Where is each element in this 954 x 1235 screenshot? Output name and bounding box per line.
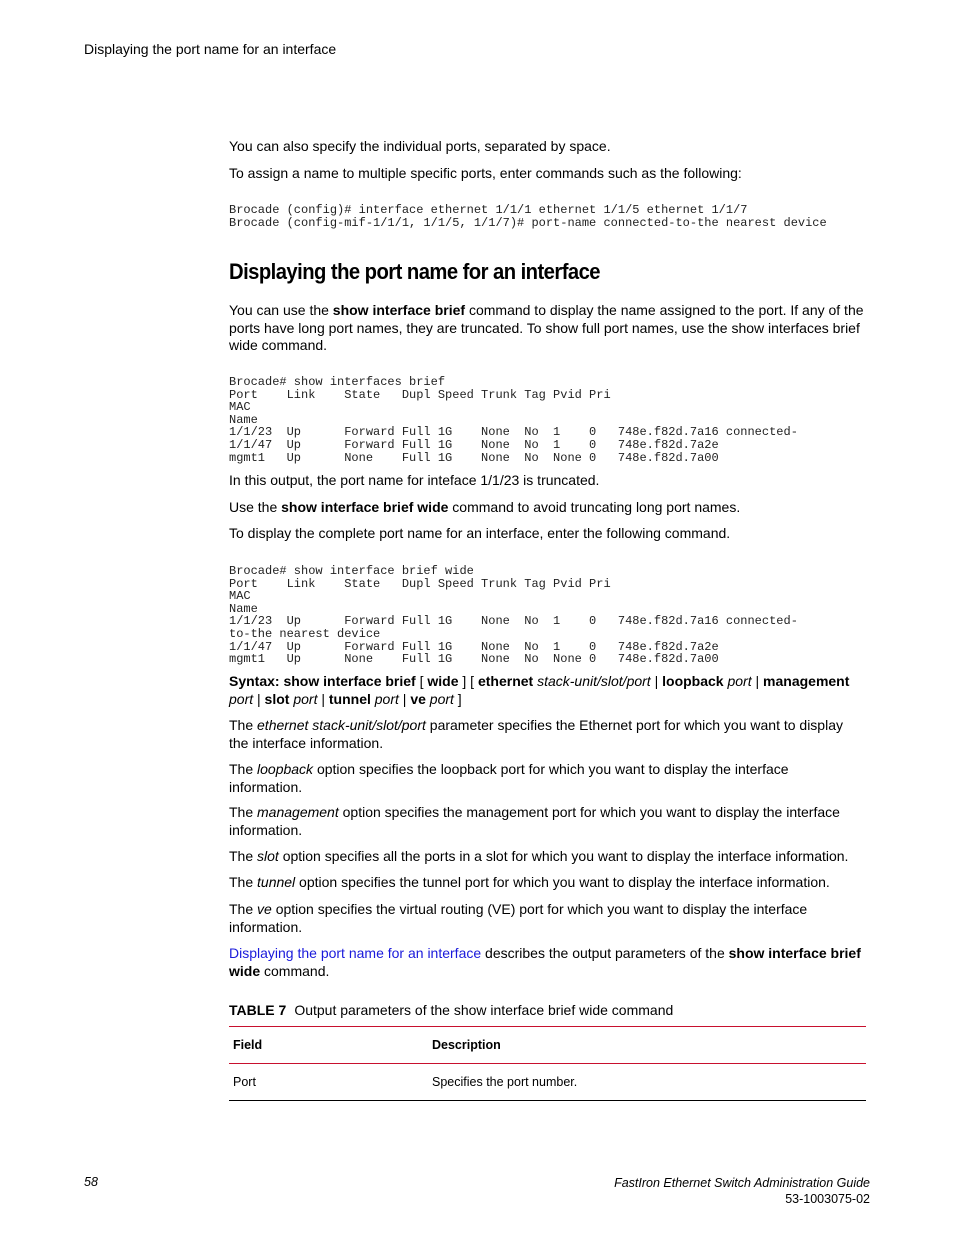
keyword: wide xyxy=(427,673,459,689)
code-block-interfaces-brief: Brocade# show interfaces brief Port Link State Dupl Speed Trunk Tag Pvid Pri MAC Name 1/1/23 Up Forward Full 1G None No 1 0 748e.f82d.7a16 connected- 1/1/47 Up Forward Full 1G None No 1 0 748e.f82d.7a2e mgmt1 Up None Full 1G None No None 0 748e.f82d.7a00 xyxy=(229,375,798,465)
section-paragraph-4: To display the complete port name for an interface, enter the following command. xyxy=(229,525,731,541)
variable: port xyxy=(293,690,318,707)
intro-paragraph-2: To assign a name to multiple specific ports, enter commands such as the following: xyxy=(229,165,742,181)
running-head: Displaying the port name for an interface xyxy=(84,41,337,57)
syntax-label: Syntax: show interface brief xyxy=(229,673,416,689)
param-management xyxy=(229,804,865,839)
text-run: The xyxy=(229,901,258,917)
intro-paragraph-1: You can also specify the individual ports, separated by space. xyxy=(229,138,611,154)
param-slot xyxy=(229,848,865,866)
column-header-description: Description xyxy=(432,1038,501,1052)
table-number: TABLE 7 xyxy=(229,1002,287,1018)
param-term: loopback xyxy=(257,761,314,777)
section-paragraph-1 xyxy=(229,302,865,355)
text-run: The xyxy=(229,874,258,890)
keyword: tunnel xyxy=(328,690,371,707)
text-run: The xyxy=(229,717,258,733)
footer-doc-info xyxy=(614,1175,870,1207)
text-run: ] [ xyxy=(458,673,478,689)
param-term: management xyxy=(257,804,339,820)
keyword: loopback xyxy=(662,673,724,689)
text-run: option specifies the virtual routing (VE) port for which you want to display the interface information. xyxy=(229,901,808,935)
command-name: show interface brief wide xyxy=(229,945,861,979)
footer-doc-title: FastIron Ethernet Switch Administration Guide xyxy=(614,1176,870,1190)
table-cell-field: Port xyxy=(233,1075,256,1089)
param-term: ethernet stack-unit/slot/port xyxy=(257,717,426,733)
text-run: ] xyxy=(453,690,462,707)
table-cell-description: Specifies the port number. xyxy=(432,1075,578,1089)
text-run: option specifies the tunnel port for which you want to display the interface information. xyxy=(295,874,830,890)
variable: port xyxy=(374,690,399,707)
text-run: The xyxy=(229,848,258,864)
keyword: ethernet xyxy=(477,673,534,689)
text-run: | xyxy=(650,673,663,689)
text-run: option specifies all the ports in a slot for which you want to display the interface information. xyxy=(278,848,849,864)
keyword: management xyxy=(763,673,850,689)
footer-doc-number: 53-1003075-02 xyxy=(785,1192,870,1206)
variable: port xyxy=(429,690,454,707)
text-run: [ xyxy=(415,673,428,689)
syntax-line xyxy=(229,673,865,708)
text-run: You can use the xyxy=(229,302,333,318)
column-header-field: Field xyxy=(233,1038,263,1052)
text-run: | xyxy=(317,690,329,707)
text-run: | xyxy=(253,690,265,707)
table-header-row xyxy=(229,1027,866,1064)
keyword: ve xyxy=(410,690,426,707)
text-run: command to avoid truncating long port names. xyxy=(448,499,741,515)
code-block-interface-brief-wide: Brocade# show interface brief wide Port Link State Dupl Speed Trunk Tag Pvid Pri MAC Name 1/1/23 Up Forward Full 1G None No 1 0 748e.f82d.7a16 connected- to-the nearest device 1/1/47 Up Forward Full 1G None No 1 0 748e.f82d.7a2e mgmt1 Up None Full 1G None No None 0 748e.f82d.7a00 xyxy=(229,564,798,667)
intro-code-block: Brocade (config)# interface ethernet 1/1/1 ethernet 1/1/5 ethernet 1/1/7 Brocade (config-mif-1/1/1, 1/1/5, 1/1/7)# port-name connected-to-the nearest device xyxy=(229,203,827,230)
param-ve xyxy=(229,901,865,936)
text-run: option specifies the management port for which you want to display the interface information. xyxy=(229,804,840,838)
table-reference-paragraph xyxy=(229,945,865,980)
command-name: show interface brief xyxy=(332,302,466,318)
text-run: | xyxy=(398,690,411,707)
text-run: describes the output parameters of the xyxy=(481,945,729,961)
param-tunnel xyxy=(229,874,865,892)
param-loopback xyxy=(229,761,865,796)
param-term: tunnel xyxy=(257,874,296,890)
variable: port xyxy=(229,690,254,707)
keyword: slot xyxy=(264,690,290,707)
text-run: Use the xyxy=(229,499,282,515)
section-paragraph-3 xyxy=(229,499,865,517)
cross-reference-link[interactable]: Displaying the port name for an interface xyxy=(229,945,482,961)
text-run: option specifies the loopback port for which you want to display the interface information. xyxy=(229,761,789,795)
section-heading: Displaying the port name for an interface xyxy=(229,259,601,284)
text-run: | xyxy=(751,673,764,689)
text-run: command. xyxy=(260,962,330,979)
text-run: parameter specifies the Ethernet port for which you want to display the interface information. xyxy=(229,717,843,751)
table-caption xyxy=(229,1002,673,1018)
variable: port xyxy=(727,673,752,689)
text-run: The xyxy=(229,761,258,777)
command-name: show interface brief wide xyxy=(281,499,449,515)
page-number: 58 xyxy=(84,1175,98,1189)
section-paragraph-2: In this output, the port name for inteface 1/1/23 is truncated. xyxy=(229,472,600,488)
table-title: Output parameters of the show interface brief wide command xyxy=(294,1002,674,1018)
param-term: ve xyxy=(257,901,272,917)
param-term: slot xyxy=(257,848,279,864)
variable: stack-unit/slot/port xyxy=(537,673,651,689)
text-run: The xyxy=(229,804,258,820)
param-ethernet xyxy=(229,717,865,752)
table-row xyxy=(229,1064,866,1101)
text-run: command to display the name assigned to the port. If any of the ports have long port names, they are truncated. To show full port names, use the show interfaces brief wide command. xyxy=(229,302,864,353)
output-parameters-table xyxy=(229,1026,866,1101)
